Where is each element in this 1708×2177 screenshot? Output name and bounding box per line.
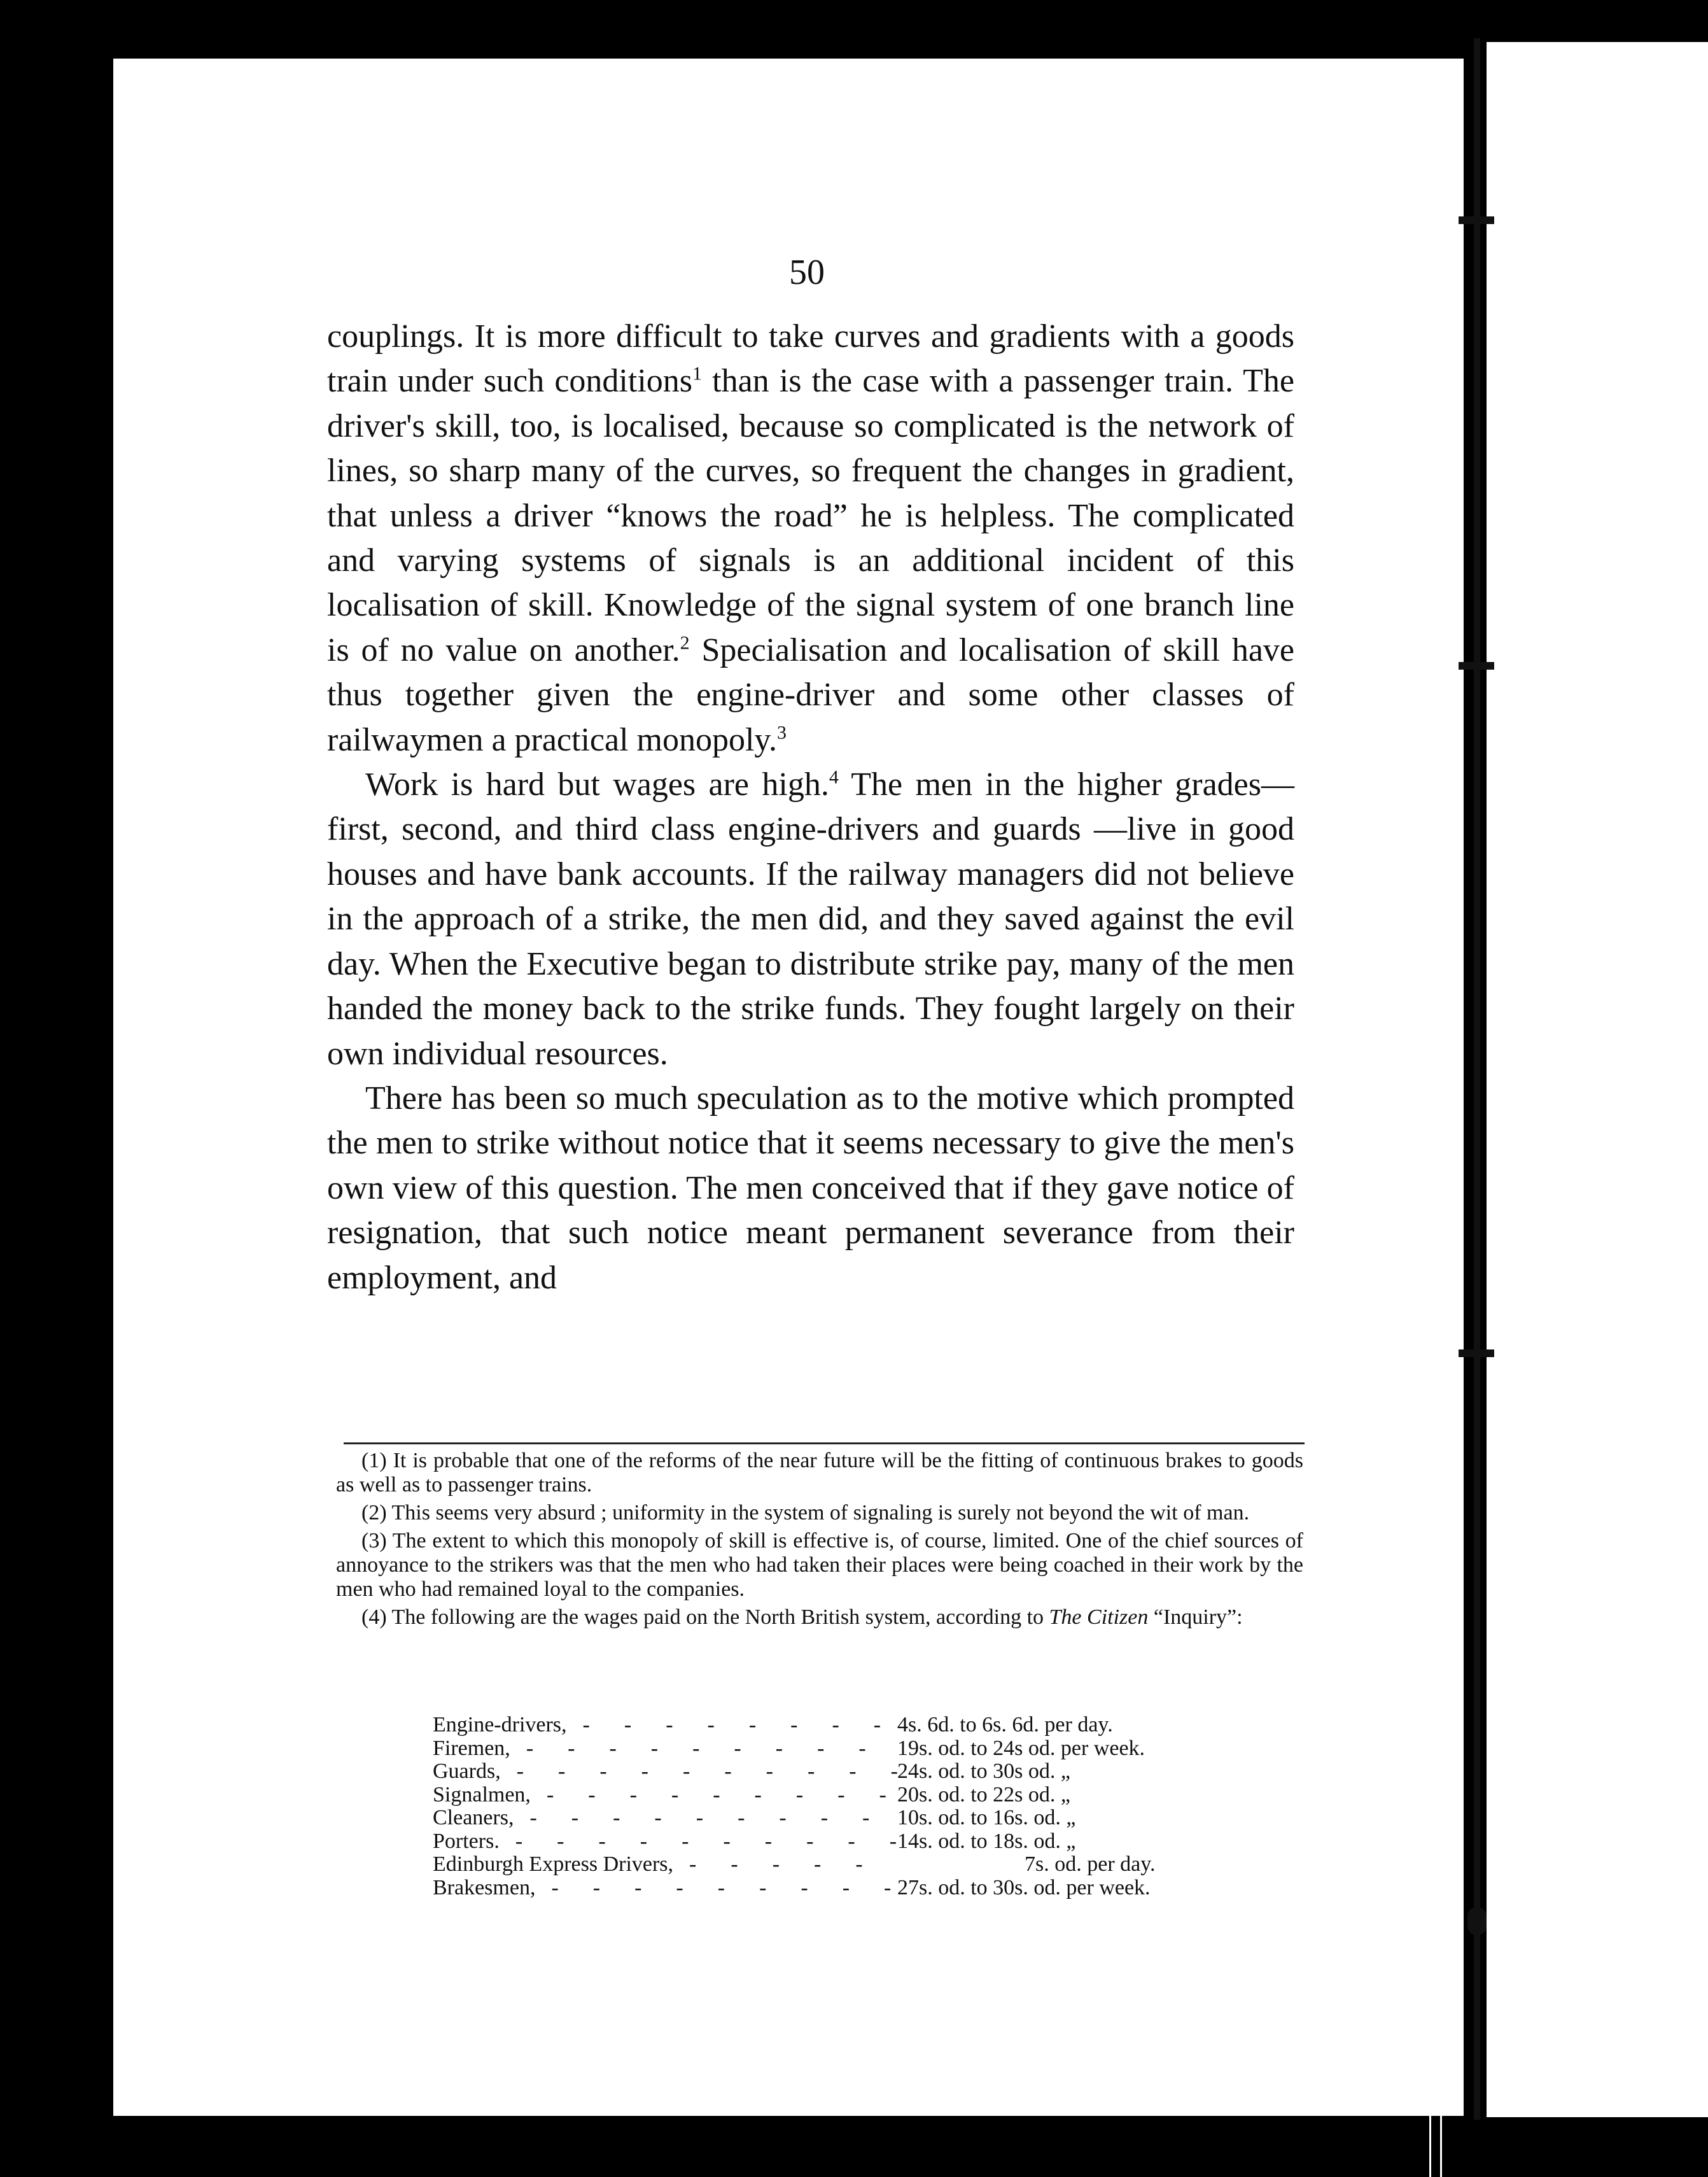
footnote: (3) The extent to which this monopoly of skill is effective is, of course, limited. One of the chief sources of annoyance to the strikers was that the men who had taken their places were being coached in their work by the men who had remained loyal to the companies. — [336, 1529, 1303, 1601]
footnote-ref: 2 — [680, 632, 690, 654]
paragraph: Work is hard but wages are high.$^4$ The men in the higher grades—first, second, and third class engine-drivers and guards —live in good houses and have bank accounts. If the railway managers did not believe in the approach of a strike, the men did, and they saved against the evil day. When the Executive began to distribute strike pay, many of the men handed the money back to the strike funds. They fought largely on their own individual resources. — [327, 766, 1294, 1072]
footnote: (1) It is probable that one of the reforms of the near future will be the fitting of continuous brakes to goods as well as to passenger trains. — [336, 1449, 1303, 1497]
footnote-ref: 3 — [777, 722, 787, 743]
wage-table — [433, 1714, 1235, 1899]
footnote-rule — [344, 1442, 1305, 1444]
facing-page — [1487, 42, 1708, 2117]
wage-row: Edinburgh Express Drivers, - 7s. od. per day. — [433, 1853, 1235, 1877]
wage-row: Porters. - 14s. od. to 18s. od. „ — [433, 1830, 1235, 1854]
wage-row: Cleaners, - 10s. od. to 16s. od. „ — [433, 1807, 1235, 1830]
footnote: (2) This seems very absurd ; uniformity in the system of signaling is surely not beyond the wit of man. — [361, 1501, 1250, 1525]
page-gutter — [1474, 38, 1480, 2120]
wage-row: Brakesmen, - 27s. od. to 30s. od. per week. — [433, 1877, 1235, 1900]
wage-row: Guards, - 24s. od. to 30s od. „ — [433, 1760, 1235, 1784]
paragraph: There has been so much speculation as to the motive which prompted the men to strike without notice that it seems necessary to give the men's own view of this question. The men conceived that if they gave notice of resignation, that such notice meant permanent severance from their employment, and — [327, 1080, 1294, 1296]
body-text — [327, 314, 1294, 1300]
paragraph: couplings. It is more difficult to take curves and gradients with a goods train under such conditions$^1$ than is the case with a passenger train. The driver's skill, too, is localised, because so complicated is the network of lines, so sharp many of the curves, so frequent the changes in gradient, that unless a driver “knows the road” he is helpless. The complicated and varying systems of signals is an additional incident of this localisation of skill. Knowledge of the signal system of one branch line is of no value on another.$^2$ Specialisation and localisation of skill have thus together given the engine-driver and some other classes of railwaymen a practical monopoly.$^3$ — [327, 318, 1295, 758]
wage-row: Firemen, - 19s. od. to 24s od. per week. — [433, 1737, 1235, 1761]
footnotes — [336, 1449, 1303, 1633]
wage-row: Engine-drivers, - 4s. 6d. to 6s. 6d. per day. — [433, 1714, 1235, 1737]
spine-mark — [1467, 1907, 1487, 1935]
binding-thread — [1429, 2101, 1442, 2177]
footnote-ref: 4 — [829, 766, 839, 788]
spine-mark — [1459, 216, 1494, 224]
spine-mark — [1459, 662, 1494, 670]
footnote: (4) The following are the wages paid on the North British system, according to The Citizen “Inquiry”: — [361, 1605, 1243, 1629]
page-number: 50 — [789, 253, 825, 292]
citation-title: The Citizen — [1049, 1605, 1149, 1629]
footnote-ref: 1 — [692, 363, 703, 385]
wage-row: Signalmen, - 20s. od. to 22s od. „ — [433, 1784, 1235, 1807]
spine-mark — [1459, 1349, 1494, 1357]
